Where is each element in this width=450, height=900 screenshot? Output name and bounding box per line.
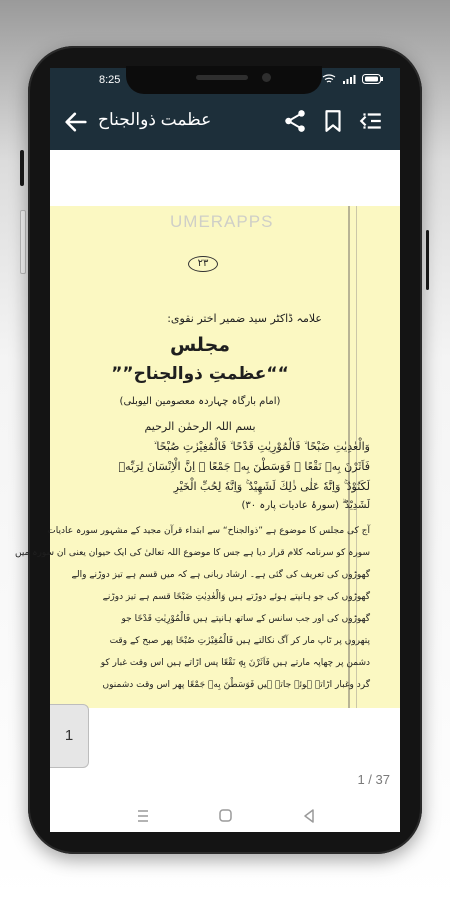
- author-line: علامہ ڈاکٹر سید ضمیر اختر نقوی:: [167, 312, 322, 325]
- battery-icon: [362, 74, 384, 84]
- body-line: پتھروں پر ٹاپ مار کر آگ نکالتے ہیں فَالْمُغِيْرٰتِ صُبْحًا پھر صبح کے وقت: [109, 636, 370, 646]
- front-camera: [262, 73, 271, 82]
- back-arrow-icon[interactable]: [62, 108, 90, 136]
- wifi-icon: [322, 74, 336, 84]
- page-border-line: [348, 206, 350, 708]
- home-icon[interactable]: [216, 808, 234, 824]
- page-title: عظمت ذوالجناح: [98, 110, 212, 129]
- recents-icon[interactable]: [134, 808, 152, 824]
- ayah-line: فَاَثَرْنَ بِهٖ نَقْعًا ۙ فَوَسَطْنَ بِهٖ جَمْعًا ۙ اِنَّ الْاِنْسَانَ لِرَبِّهٖ: [118, 460, 370, 473]
- heading: مجلس: [169, 334, 231, 356]
- body-line: سورہ کو سرنامہ کلام قرار دیا ہے جس کا موضوع اللہ تعالیٰ کی ایک حیوان یعنی ان سورہ میں: [14, 548, 370, 558]
- body-line: گھوڑوں کی جو ہانپتے ہوئے دوڑتے ہیں وَالْعٰدِيٰتِ ضَبْحًا قسم ہے تیز دوڑنے: [102, 592, 370, 602]
- speaker-grille: [196, 75, 248, 80]
- status-bar: [50, 68, 400, 94]
- page-number-badge: ٢٣: [188, 256, 218, 272]
- page-jump-tab[interactable]: 1: [50, 704, 89, 768]
- bismillah: بسم اللہ الرحمٰن الرحیم: [144, 420, 256, 433]
- camera-notch: [126, 66, 322, 94]
- body-line: دشمن پر چھاپہ مارتے ہیں فَاَثَرْنَ بِهٖ نَقْعًا پس اڑاتے ہیں اس وقت غبار کو: [100, 658, 370, 668]
- list-icon[interactable]: [358, 108, 384, 134]
- pdf-page[interactable]: [14, 206, 400, 708]
- status-time: 8:25: [99, 74, 121, 86]
- watermark: UMERAPPS: [170, 212, 274, 231]
- subtitle: ““عظمتِ ذوالجناح””: [111, 364, 289, 384]
- signal-icon: [342, 74, 356, 84]
- bookmark-icon[interactable]: [320, 108, 346, 134]
- page-gap: [50, 150, 400, 206]
- status-icons: [322, 74, 384, 84]
- body-line: آج کی مجلس کا موضوع ہے ”ذوالجناح“ سے ابتداء قرآن مجید کے مشہور سورہ عادیات: [47, 526, 370, 536]
- phone-screen: [14, 68, 400, 832]
- system-nav-bar: [50, 800, 400, 832]
- ayah-line: لَكَنُوْدٌ ۚ وَاِنَّهٗ عَلٰى ذٰلِكَ لَشَهِيْدٌ ۚ وَاِنَّهٗ لِحُبِّ الْخَيْرِ: [173, 480, 370, 493]
- share-icon[interactable]: [282, 108, 308, 134]
- phone-side-button: [20, 150, 24, 186]
- venue-line: (امام بارگاہ چہاردہ معصومین الیوبلی): [119, 396, 281, 407]
- phone-side-button: [20, 210, 26, 274]
- ayah-line: وَالْعٰدِيٰتِ ضَبْحًا ۙ فَالْمُوْرِيٰتِ قَدْحًا ۙ فَالْمُغِيْرٰتِ صُبْحًا ۙ: [153, 440, 370, 453]
- page-border-line: [356, 206, 357, 708]
- ayah-line: لَشَدِيْدٌ ۗ (سورۂ عادیات پارہ ۳۰): [241, 500, 370, 511]
- body-line: گرد وغبار اڑاتے ہوئے جاتے ہیں فَوَسَطْنَ بِهٖ جَمْعًا پھر اس وقت دشمنوں: [102, 680, 370, 690]
- app-bar: [50, 94, 400, 150]
- page-counter: 1 / 37: [357, 772, 390, 787]
- back-nav-icon[interactable]: [300, 808, 318, 824]
- phone-side-button: [426, 230, 429, 290]
- body-line: گھوڑوں کی اور جب سانس کے ساتھ ہانپتے ہیں فَالْمُوْرِيٰتِ قَدْحًا جو: [121, 614, 370, 624]
- body-line: گھوڑوں کی تعریف کی گئی ہے۔ ارشاد ربانی ہے کہ میں قسم ہے تیز دوڑنے والے: [71, 570, 370, 580]
